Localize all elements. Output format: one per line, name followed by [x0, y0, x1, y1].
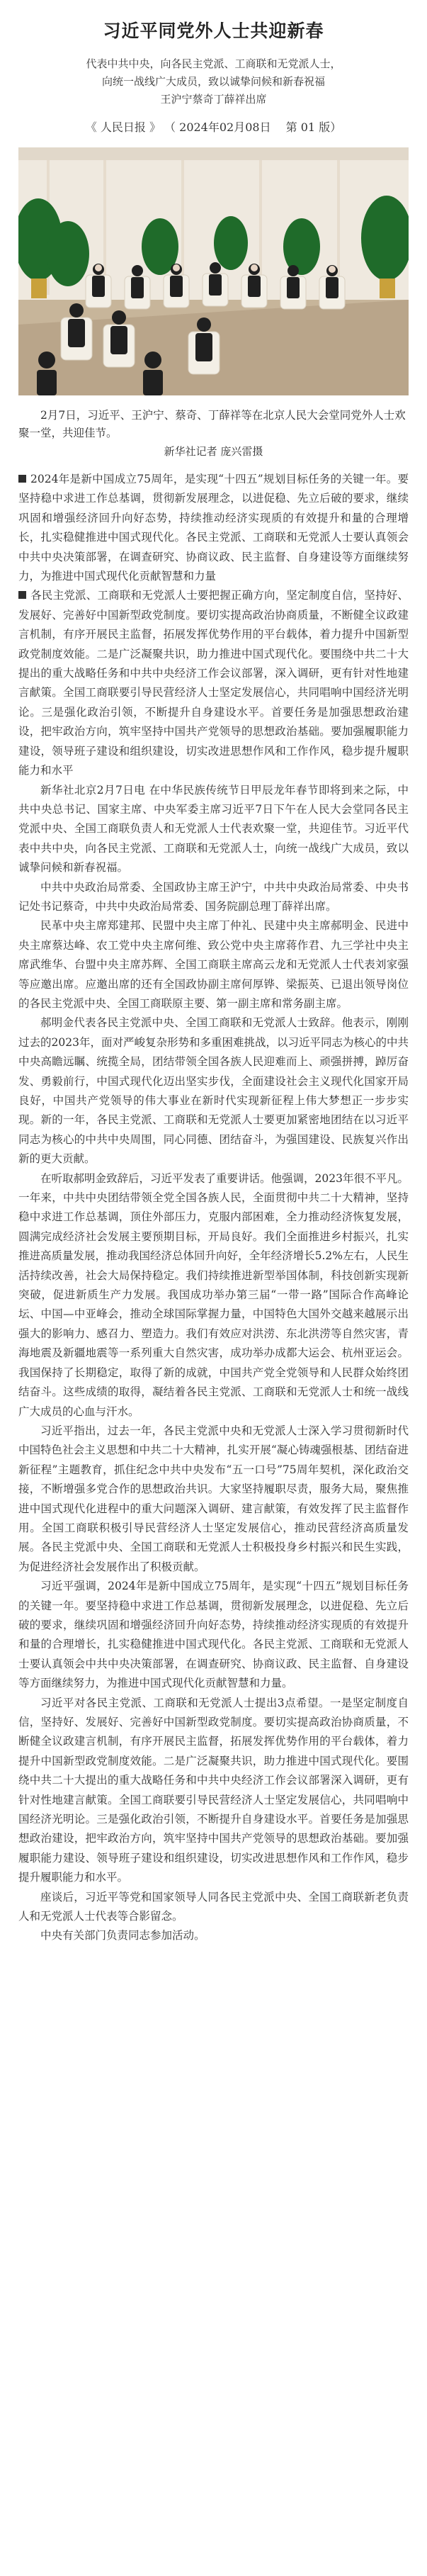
subtitle-line: 代表中共中央，向各民主党派、工商联和无党派人士，	[86, 57, 341, 70]
body-paragraph: 民革中央主席郑建邦、民盟中央主席丁仲礼、民建中央主席郝明金、民进中央主席蔡达峰、农工党中央主席何维、致公党中央主席蒋作君、九三学社中央主席武维华、台盟中央主席苏辉、全国工商联主席高云龙和无党派人士代表刘家强等应邀出席。应邀出席的还有全国政协副主席何厚铧、梁振英、已退出领导岗位的各民主党派中央、全国工商联原主要、第一副主席和常务副主席。	[18, 919, 409, 1010]
photo-byline: 新华社记者 庞兴雷摄	[164, 445, 263, 458]
body-paragraph: 习近平指出，过去一年，各民主党派中央和无党派人士深入学习贯彻新时代中国特色社会主义思想和中共二十大精神，扎实开展“凝心铸魂强根基、团结奋进新征程”主题教育，抓住纪念中共中央发布“五一口号”75周年契机，深化政治交接，不断增强多党合作的思想政治共识。大家坚持履职尽责，服务大局，聚焦推进中国式现代化进程中的重大问题深入调研、建言献策，有效发挥了民主监督作用。全国工商联积极引导民营经济人士坚定发展信心，推动民营经济高质量发展。各民主党派中央、全国工商联和无党派人士积极投身乡村振兴和民生实践，为促进经济社会发展作出了积极贡献。	[18, 1424, 409, 1573]
body-paragraph: 在听取郝明金致辞后，习近平发表了重要讲话。他强调，2023年很不平凡。一年来，中共中央团结带领全党全国各族人民，全面贯彻中共二十大精神，坚持稳中求进工作总基调，顶住外部压力，克服内部困难，全力推动经济恢复发展，圆满完成经济社会发展主要预期目标，开局良好。我们全面推进乡村振兴，扎实推进高质量发展，推动我国经济总体回升向好，全年经济增长5.2%左右，人民生活持续改善，社会大局保持稳定。我们持续推进新型举国体制，科技创新实现新突破，促进新质生产力发展。我国成功举办第三届“一带一路”国际合作高峰论坛、中国—中亚峰会，推动全球国际掌握力量，中国特色大国外交越来越展示出强大的影响力、感召力、塑造力。我们有效应对洪涝、东北洪涝等自然灾害，青海地震及新疆地震等一系列重大自然灾害，成功举办成都大运会、杭州亚运会。我国保持了长期稳定，取得了新的成就，中国共产党全党领导和人民群众始终团结奋斗。这些成绩的取得，凝结着各民主党派、工商联和无党派人士和统一战线广大成员的心血与汗水。	[18, 1171, 409, 1418]
news-photo	[18, 147, 409, 395]
photo-caption: 2月7日，习近平、王沪宁、蔡奇、丁薛祥等在北京人民大会堂同党外人士欢聚一堂，共迎佳节。	[18, 409, 406, 439]
body-paragraph: 习近平强调，2024年是新中国成立75周年，是实现“十四五”规划目标任务的关键一年。要坚持稳中求进工作总基调，贯彻新发展理念，以进促稳、先立后破的要求，继续巩固和增强经济回升向好态势，持续推动经济实现质的有效提升和量的合理增长，扎实稳健推进中国式现代化。各民主党派、工商联和无党派人士要认真领会中共中央决策部署，在调查研究、协商议政、民主监督、自身建设等方面继续努力，为推进中国式现代化贡献智慧和力量。	[18, 1580, 409, 1690]
body-paragraph: 新华社北京2月7日电 在中华民族传统节日甲辰龙年春节即将到来之际，中共中央总书记、国家主席、中央军委主席习近平7日下午在人民大会堂同各民主党派中央、全国工商联负责人和无党派人士代表欢聚一堂，共迎佳节。习近平代表中共中央，向各民主党派、工商联和无党派人士，向统一战线广大成员，致以诚挚问候和新春祝福。	[18, 783, 409, 874]
article-subtitle	[18, 55, 409, 108]
body-paragraph: 座谈后，习近平等党和国家领导人同各民主党派中央、全国工商联新老负责人和无党派人士代表等合影留念。	[18, 1890, 409, 1923]
article-title: 习近平同党外人士共迎新春	[103, 21, 324, 41]
body-paragraph: 习近平对各民主党派、工商联和无党派人士提出3点希望。一是坚定制度自信，坚持好、发展好、完善好中国新型政党制度。要切实提高政治协商质量，不断健全议政建言机制，有序开展民主监督，拓展发挥优势作用的平台载体，着力提升中国新型政党制度效能。二是广泛凝聚共识，助力推进中国式现代化。要围绕中共二十大提出的重大战略任务和中共中央经济工作会议部署深入调研，更有针对性地建言献策。全国工商联要引导民营经济人士坚定发展信心，共同唱响中国经济光明论。三是强化政治引领，不断提升自身建设水平。首要任务是加强思想政治建设，把牢政治方向，筑牢坚持中国共产党领导的思想政治基础。要加强履职能力建设、领导班子建设和组织建设，切实改进思想作风和工作作风，稳步提升履职能力和水平。	[18, 1696, 409, 1884]
body-paragraph: 郝明金代表各民主党派中央、全国工商联和无党派人士致辞。他表示，刚刚过去的2023年，面对严峻复杂形势和多重困难挑战，以习近平同志为核心的中共中央高瞻远瞩、统揽全局，团结带领全国各族人民迎难而上、顽强拼搏，踔厉奋发、勇毅前行，中国式现代化迈出坚实步伐，全面建设社会主义现代化国家开局良好，中国共产党领导的伟大事业在新时代实现新征程上伟大梦想正一步步实现。新的一年，各民主党派、工商联和无党派人士要更加紧密地团结在以习近平同志为核心的中共中央周围，同心同德、团结奋斗，为强国建设、民族复兴作出新的更大贡献。	[18, 1016, 409, 1166]
meeting-photo-illustration	[18, 147, 409, 395]
article-body	[18, 470, 409, 1946]
subtitle-line: 王沪宁蔡奇丁薛祥出席	[160, 93, 267, 106]
summary-paragraph: 2024年是新中国成立75周年，是实现“十四五”规划目标任务的关键一年。要坚持稳中求进工作总基调，贯彻新发展理念，以进促稳、先立后破的要求，继续巩固和增强经济回升向好态势，持续推动经济实现质的有效提升和量的合理增长，扎实稳健推进中国式现代化。各民主党派、工商联和无党派人士要认真领会中共中央决策部署，在调查研究、协商议政、民主监督、自身建设等方面继续努力，为推进中国式现代化贡献智慧和力量	[18, 470, 409, 586]
subtitle-line: 向统一战线广大成员，致以诚挚问候和新春祝福	[101, 75, 325, 88]
summary-paragraph: 各民主党派、工商联和无党派人士要把握正确方向，坚定制度自信，坚持好、发展好、完善好中国新型政党制度。要切实提高政治协商质量，不断健全议政建言机制，有序开展民主监督，拓展发挥优势作用的平台载体，着力提升中国新型政党制度效能。二是广泛凝聚共识，助力推进中国式现代化。要围绕中共二十大提出的重大战略任务和中共中央经济工作会议部署，深入调研，更有针对性地建言献策。全国工商联要引导民营经济人士坚定发展信心，共同唱响中国经济光明论。三是强化政治引领，不断提升自身建设水平。首要任务是加强思想政治建设，把牢政治方向，筑牢坚持中国共产党领导的思想政治基础。要加强履职能力建设，领导班子建设和组织建设，切实改进思想作风和工作作风，稳步提升履职能力和水平	[18, 586, 409, 780]
source-line: 《 人民日报 》 （ 2024年02月08日 第 01 版）	[85, 120, 342, 134]
body-paragraph: 中共中央政治局常委、全国政协主席王沪宁，中共中央政治局常委、中央书记处书记蔡奇，中共中央政治局常委、国务院副总理丁薛祥出席。	[18, 880, 409, 913]
body-paragraph: 中央有关部门负责同志参加活动。	[40, 1929, 205, 1942]
